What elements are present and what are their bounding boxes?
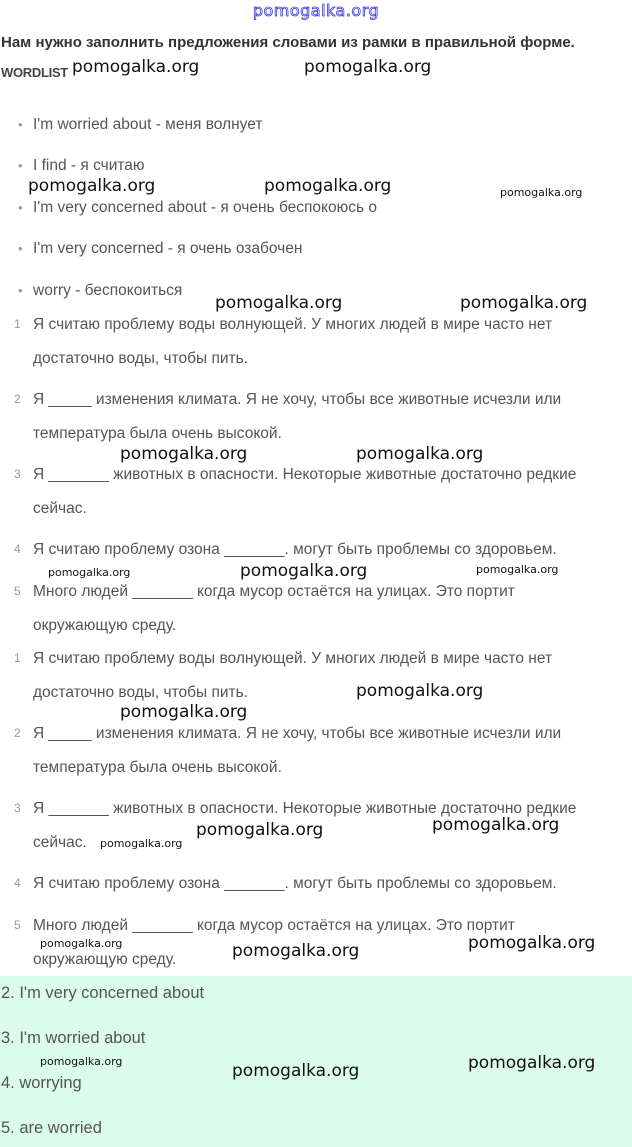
exercise-number: 3 [14,801,21,815]
watermark-text: pomogalka.org [500,186,583,199]
watermark-text: pomogalka.org [215,293,343,313]
exercise-sentence-line: окружающую среду. [33,950,177,968]
exercise-number: 1 [14,317,21,331]
watermark-text: pomogalka.org [240,561,368,581]
exercise-sentence-line: Я считаю проблему воды волнующей. У многих людей в мире часто нет [33,650,553,667]
exercise-number: 2 [14,726,21,740]
watermark-text: pomogalka.org [120,702,248,722]
watermark-text: pomogalka.org [232,941,360,961]
exercise-number: 5 [14,584,21,598]
watermark-text: pomogalka.org [40,1055,123,1068]
exercise-sentence-line: достаточно воды, чтобы пить. [33,683,249,701]
watermark-text: pomogalka.org [120,444,248,464]
site-header-link[interactable]: pomogalka.org [252,1,380,20]
exercise-sentence-line: достаточно воды, чтобы пить. [33,349,249,367]
exercise-sentence-line: Я считаю проблему воды волнующей. У многих людей в мире часто нет [33,316,553,333]
wordlist-item: I find - я считаю [33,157,145,174]
watermark-text: pomogalka.org [432,815,560,835]
answer-item: 2. I'm very concerned about [1,984,205,1002]
answer-item: 3. I'm worried about [1,1029,146,1047]
watermark-text: pomogalka.org [28,176,156,196]
watermark-text: pomogalka.org [304,57,432,77]
exercise-sentence-line: сейчас. [33,499,87,517]
bullet-icon: • [18,200,23,215]
wordlist-item: I'm worried about - меня волнует [33,116,263,133]
exercise-number: 3 [14,467,21,481]
exercise-sentence-line: температура была очень высокой. [33,758,282,776]
exercise-number: 5 [14,918,21,932]
exercise-sentence-line: температура была очень высокой. [33,424,282,442]
watermark-text: pomogalka.org [468,933,596,953]
watermark-text: pomogalka.org [48,566,131,579]
watermark-text: pomogalka.org [356,681,484,701]
exercise-sentence-line: Много людей _______ когда мусор остаётся на улицах. Это портит [33,917,515,934]
exercise-sentence-line: Я _____ изменения климата. Я не хочу, чтобы все животные исчезли или [33,391,562,408]
bullet-icon: • [18,241,23,256]
wordlist-item: I'm very concerned about - я очень беспокоюсь о [33,199,377,216]
exercise-sentence-line: сейчас. [33,833,87,851]
watermark-text: pomogalka.org [264,176,392,196]
exercise-number: 4 [14,876,21,890]
exercise-number: 4 [14,542,21,556]
answer-item: 5. are worried [1,1119,102,1137]
exercise-number: 2 [14,392,21,406]
exercise-sentence-line: Я _______ животных в опасности. Некоторые животные достаточно редкие [33,800,577,817]
watermark-text: pomogalka.org [232,1061,360,1081]
watermark-text: pomogalka.org [468,1053,596,1073]
answer-item: 4. worrying [1,1074,82,1092]
watermark-text: pomogalka.org [460,293,588,313]
bullet-icon: • [18,158,23,173]
wordlist-item: I'm very concerned - я очень озабочен [33,240,303,257]
watermark-text: pomogalka.org [356,444,484,464]
exercise-sentence-line: окружающую среду. [33,616,177,634]
watermark-text: pomogalka.org [100,837,183,850]
watermark-text: pomogalka.org [72,57,200,77]
exercise-number: 1 [14,651,21,665]
wordlist-item: worry - беспокоиться [33,282,183,299]
exercise-sentence-line: Я считаю проблему озона _______. могут быть проблемы со здоровьем. [33,541,557,558]
exercise-sentence-line: Я считаю проблему озона _______. могут быть проблемы со здоровьем. [33,875,557,892]
exercise-sentence-line: Я _____ изменения климата. Я не хочу, чтобы все животные исчезли или [33,725,562,742]
watermark-text: pomogalka.org [40,937,123,950]
wordlist-label: WORDLIST [1,65,68,80]
bullet-icon: • [18,283,23,298]
watermark-text: pomogalka.org [196,820,324,840]
exercise-sentence-line: Я _______ животных в опасности. Некоторые животные достаточно редкие [33,466,577,483]
exercise-sentence-line: Много людей _______ когда мусор остаётся на улицах. Это портит [33,583,515,600]
watermark-text: pomogalka.org [476,563,559,576]
task-title: Нам нужно заполнить предложения словами из рамки в правильной форме. [1,34,575,51]
bullet-icon: • [18,117,23,132]
